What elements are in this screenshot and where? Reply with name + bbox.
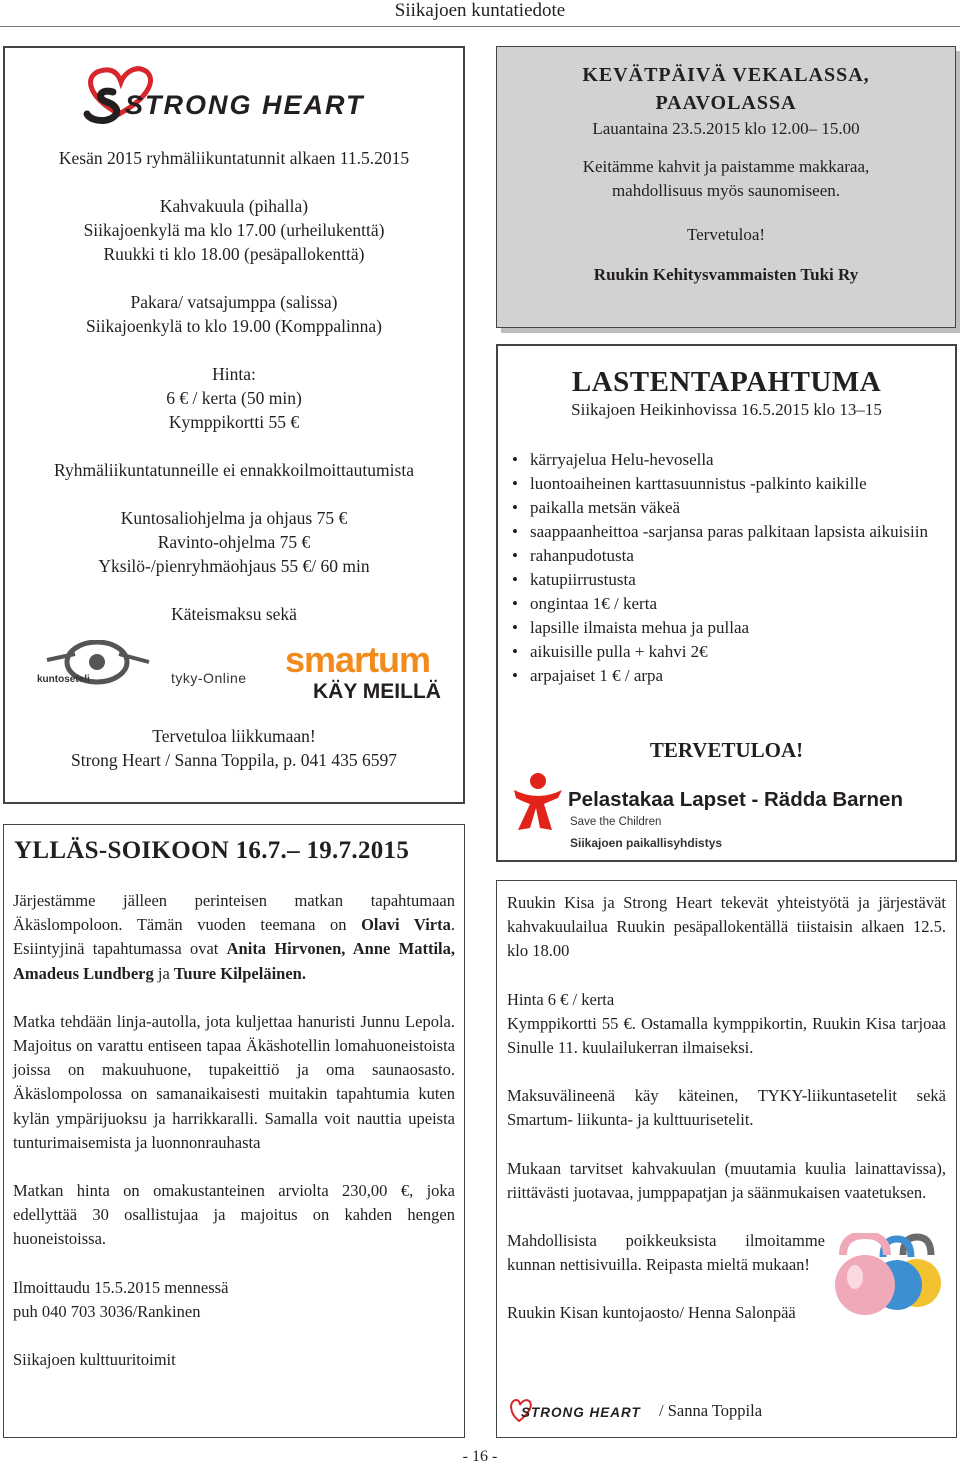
list-item: • aikuisille pulla + kahvi 2€	[504, 640, 954, 664]
yllas-register-2: puh 040 703 3036/Rankinen	[13, 1301, 201, 1321]
yllas-paragraph-2: Matka tehdään linja-autolla, jota kuljettaa hanuristi Junnu Lepola. Majoitus on varattu entiseen tapaa Äkäshotellin lomahuoneistoista joissa on makuuhuone, tupakeittiö ja oma saunaosasto. Äkäslompolossa on samanaikaisesti muitakin tapahtumia kuten kylän ympärijuoksu ja harrikkaralli. Samalla voit nauttia upeista tunturimaisemista ja luonnonrauhasta	[13, 1011, 455, 1152]
header-divider	[0, 26, 960, 27]
vekala-title-1: KEVÄTPÄIVÄ VEKALASSA,	[582, 64, 870, 86]
yllas-soikoon-box	[3, 824, 465, 1438]
yllas-signature: Siikajoen kulttuuritoimit	[13, 1350, 176, 1370]
hinta-line-2: Kymppikortti 55 €	[168, 412, 300, 432]
list-item: • ongintaa 1€ / kerta	[504, 592, 954, 616]
strong-heart-logo	[75, 62, 405, 126]
kisa-paragraph-3: Maksuvälineenä käy käteinen, TYKY-liikuntasetelit sekä Smartum- liikunta- ja kulttuurisetelit.	[507, 1086, 946, 1130]
vekala-event-box	[496, 46, 956, 328]
ruukin-kisa-box	[496, 880, 957, 1438]
vekala-date: Lauantaina 23.5.2015 klo 12.00– 15.00	[592, 119, 860, 138]
save-the-children-figure-icon	[512, 772, 564, 832]
kettlebells-icon	[833, 1233, 943, 1317]
lasten-welcome: TERVETULOA!	[649, 738, 804, 762]
list-item: • kärryajelua Helu-hevosella	[504, 448, 954, 472]
kisa-paragraph-4: Mukaan tarvitset kahvakuulan (muutamia kuulia lainattavissa), riittävästi juotavaa, jumppapatjan ja säänmukaisen vaatetuksen.	[507, 1158, 946, 1202]
smartum-subtitle: KÄY MEILLÄ	[313, 680, 441, 703]
vekala-text-2: mahdollisuus myös saunomiseen.	[611, 181, 841, 200]
save-the-children-logo	[510, 766, 950, 854]
welcome-text: Tervetuloa liikkumaan!	[152, 726, 316, 746]
list-item: • katupiirrustusta	[504, 568, 954, 592]
lasten-subtitle: Siikajoen Heikinhovissa 16.5.2015 klo 13–15	[571, 400, 882, 419]
kisa-paragraph-5: Mahdollisista poikkeuksista ilmoitamme kunnan nettisivuilla. Reipasta mieltä mukaan!	[507, 1231, 825, 1275]
list-item: • lapsille ilmaista mehua ja pullaa	[504, 616, 954, 640]
yllas-register-1: Ilmoittaudu 15.5.2015 mennessä	[13, 1277, 229, 1297]
vekala-text-1: Keitämme kahvit ja paistamme makkaraa,	[582, 157, 870, 176]
hinta-line-1: 6 € / kerta (50 min)	[166, 388, 302, 408]
kisa-signature-logo: STRONG HEART	[521, 1405, 641, 1420]
page-header-title: Siikajoen kuntatiedote	[394, 0, 566, 21]
kahvakuula-title: Kahvakuula (pihalla)	[159, 196, 309, 216]
price-line-3: Yksilö-/pienryhmäohjaus 55 €/ 60 min	[98, 556, 370, 576]
yllas-title: YLLÄS-SOIKOON 16.7.– 19.7.2015	[14, 837, 410, 864]
save-the-children-main: Pelastakaa Lapset - Rädda Barnen	[568, 788, 903, 811]
save-the-children-sub-2: Siikajoen paikallisyhdistys	[570, 836, 723, 850]
kisa-signature	[507, 1399, 947, 1429]
save-the-children-sub-1: Save the Children	[570, 816, 662, 828]
payment-note: Käteismaksu sekä	[171, 604, 297, 624]
lasten-title: LASTENTAPAHTUMA	[571, 366, 882, 398]
vekala-welcome: Tervetuloa!	[686, 225, 766, 244]
tyky-online-logo: tyky-Online	[171, 670, 247, 686]
kisa-paragraph-1: Ruukin Kisa ja Strong Heart tekevät yhteistyötä ja järjestävät kahvakuulailua Ruukin pesäpallokentällä tiistaisin alkaen 12.5. klo 18.00	[507, 893, 946, 961]
smartum-logo: smartum	[285, 639, 431, 680]
no-registration-note: Ryhmäliikuntatunneille ei ennakkoilmoittautumista	[54, 460, 414, 480]
hinta-label: Hinta:	[212, 364, 256, 384]
strong-heart-box	[3, 46, 465, 804]
kisa-price-1: Hinta 6 € / kerta	[507, 989, 615, 1009]
contact-text: Strong Heart / Sanna Toppila, p. 041 435 6597	[70, 750, 398, 770]
lasten-activity-list	[504, 448, 954, 688]
price-line-1: Kuntosaliohjelma ja ohjaus 75 €	[120, 508, 348, 528]
list-item: • saappaanheittoa -sarjansa paras palkitaan lapsista aikuisiin	[504, 520, 954, 544]
kisa-signature-name: / Sanna Toppila	[659, 1401, 763, 1420]
list-item: • rahanpudotusta	[504, 544, 954, 568]
list-item: • luontoaiheinen karttasuunnistus -palkinto kaikille	[504, 472, 954, 496]
vekala-organizer: Ruukin Kehitysvammaisten Tuki Ry	[593, 265, 859, 284]
pakara-title: Pakara/ vatsajumppa (salissa)	[130, 292, 338, 312]
vekala-title-2: PAAVOLASSA	[655, 92, 797, 114]
pakara-line-1: Siikajoenkylä to klo 19.00 (Komppalinna)	[86, 316, 382, 336]
kahvakuula-line-1: Siikajoenkylä ma klo 17.00 (urheilukenttä)	[83, 220, 385, 240]
price-line-2: Ravinto-ohjelma 75 €	[157, 532, 311, 552]
kahvakuula-line-2: Ruukki ti klo 18.00 (pesäpallokenttä)	[103, 244, 365, 264]
yllas-paragraph-1: Järjestämme jälleen perinteisen matkan tapahtumaan Äkäslompoloon. Tämän vuoden teemana on Olavi Virta. Esiintyjinä tapahtumassa ovat Anita Hirvonen, Anne Mattila, Amadeus Lundberg ja Tuure Kilpeläinen.	[13, 891, 455, 983]
kuntoseteli-logo	[37, 640, 161, 692]
schedule-intro: Kesän 2015 ryhmäliikuntatunnit alkaen 11.5.2015	[58, 148, 410, 168]
list-item: • paikalla metsän väkeä	[504, 496, 954, 520]
yllas-paragraph-3: Matkan hinta on omakustanteinen arviolta 230,00 €, joka edellyttää 30 osallistujaa ja majoitus on kahden hengen huoneistoissa.	[13, 1181, 455, 1249]
kuntoseteli-text: kuntoseteli	[37, 674, 90, 685]
lastentapahtuma-box	[496, 344, 957, 862]
strong-heart-logo-text: STRONG HEART	[125, 90, 365, 120]
kisa-paragraph-6: Ruukin Kisan kuntojaosto/ Henna Salonpää	[507, 1303, 796, 1323]
kisa-price-2: Kymppikortti 55 €. Ostamalla kymppikortin, Ruukin Kisa tarjoaa Sinulle 11. kuulailukerran ilmaiseksi.	[507, 1013, 946, 1058]
list-item: • arpajaiset 1 € / arpa	[504, 664, 954, 688]
page-number: - 16 -	[462, 1448, 498, 1465]
